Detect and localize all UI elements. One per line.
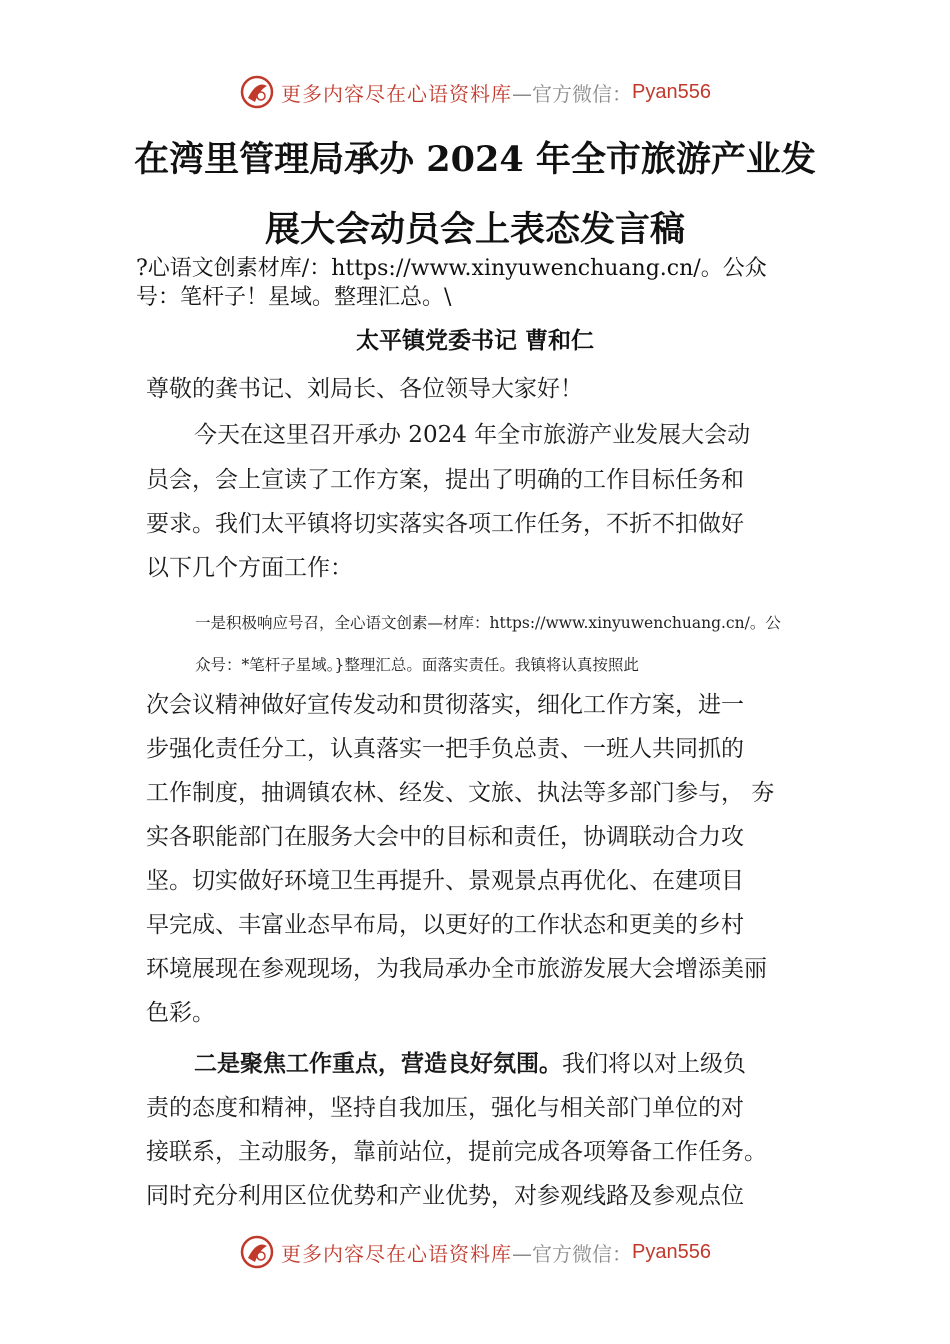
paragraph-line: 责的态度和精神，坚持自我加压，强化与相关部门单位的对 (146, 1095, 744, 1121)
paragraph-line: 要求。我们太平镇将切实落实各项工作任务，不折不扣做好 (146, 511, 744, 537)
paragraph-line: 接联系，主动服务，靠前站位，提前完成各项筹备工作任务。 (146, 1139, 767, 1165)
small-line: 众号：*笔杆子星域。}整理汇总。面落实责任。我镇将认真按照此 (195, 656, 639, 674)
footer-banner (0, 1232, 950, 1272)
source-line-1: ?心语文创素材库/：https://www.xinyuwenchuang.cn/。公众 (136, 256, 767, 281)
title-line-1: 在湾里管理局承办 2024 年全市旅游产业发 (134, 139, 816, 180)
heading-2-rest: 我们将以对上级负 (562, 1051, 746, 1077)
paragraph-line: 同时充分利用区位优势和产业优势，对参观线路及参观点位 (146, 1183, 744, 1209)
title-line-2: 展大会动员会上表态发言稿 (264, 209, 685, 250)
banner-text: 更多内容尽在心语资料库 (281, 1241, 513, 1266)
small-line: 一是积极响应号召，全心语文创素—材库：https://www.xinyuwenchuang.cn/。公 (195, 614, 781, 632)
banner-middle: —官方微信： (512, 81, 633, 106)
banner-text: 更多内容尽在心语资料库 (281, 81, 513, 106)
brand-logo-icon (239, 74, 275, 110)
source-line-2: 号：笔杆子！星域。整理汇总。\ (136, 285, 452, 310)
author: 太平镇党委书记 曹和仁 (355, 328, 594, 354)
paragraph-line: 工作制度，抽调镇农林、经发、文旅、执法等多部门参与， 夯 (146, 780, 775, 806)
paragraph-line: 早完成、丰富业态早布局，以更好的工作状态和更美的乡村 (146, 912, 744, 938)
paragraph-line: 色彩。 (146, 1000, 215, 1026)
paragraph-line: 步强化责任分工，认真落实一把手负总责、一班人共同抓的 (146, 736, 744, 762)
header-banner (0, 72, 950, 112)
banner-account: Pyan556 (632, 1240, 711, 1263)
paragraph-line: 次会议精神做好宣传发动和贯彻落实，细化工作方案，进一 (146, 692, 744, 718)
paragraph-line: 员会，会上宣读了工作方案，提出了明确的工作目标任务和 (146, 467, 744, 493)
paragraph-line: 环境展现在参观现场，为我局承办全市旅游发展大会增添美丽 (146, 956, 767, 982)
paragraph-line: 以下几个方面工作： (146, 555, 353, 581)
heading-2: 二是聚焦工作重点，营造良好氛围。 (194, 1051, 562, 1077)
banner-account: Pyan556 (632, 80, 711, 103)
paragraph-line (194, 1042, 874, 1086)
paragraph-line: 实各职能部门在服务大会中的目标和责任，协调联动合力攻 (146, 824, 744, 850)
brand-logo-icon (239, 1234, 275, 1270)
paragraph-line: 今天在这里召开承办 2024 年全市旅游产业发展大会动 (194, 422, 751, 448)
paragraph-line: 坚。切实做好环境卫生再提升、景观景点再优化、在建项目 (146, 868, 744, 894)
banner-middle: —官方微信： (512, 1241, 633, 1266)
greeting: 尊敬的龚书记、刘局长、各位领导大家好！ (146, 376, 583, 402)
